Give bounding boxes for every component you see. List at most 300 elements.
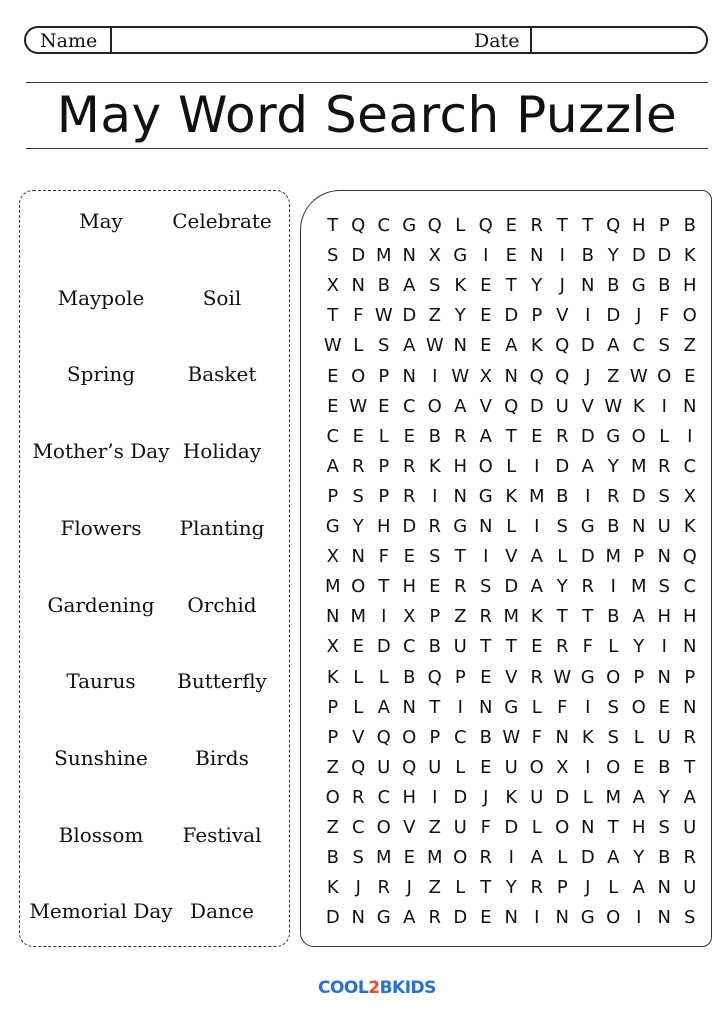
grid-letter[interactable]: L <box>633 726 644 748</box>
grid-letter[interactable]: I <box>585 696 591 718</box>
grid-letter[interactable]: J <box>355 877 361 899</box>
grid-letter[interactable]: F <box>659 305 670 327</box>
grid-letter[interactable]: L <box>582 786 593 808</box>
grid-letter[interactable]: S <box>480 576 492 598</box>
grid-letter[interactable]: Q <box>682 546 697 568</box>
grid-letter[interactable]: D <box>376 636 391 658</box>
grid-letter[interactable]: W <box>604 395 623 417</box>
grid-letter[interactable]: D <box>504 576 519 598</box>
grid-letter[interactable]: N <box>530 245 544 267</box>
grid-letter[interactable]: Z <box>428 877 441 899</box>
grid-letter[interactable]: V <box>581 395 594 417</box>
grid-letter[interactable]: Y <box>505 877 517 899</box>
grid-letter[interactable]: J <box>559 275 565 297</box>
grid-letter[interactable]: G <box>580 666 595 688</box>
grid-letter[interactable]: I <box>661 636 667 658</box>
grid-letter[interactable]: P <box>327 726 339 748</box>
grid-letter[interactable]: N <box>402 365 416 387</box>
grid-letter[interactable]: C <box>402 636 416 658</box>
grid-letter[interactable]: V <box>505 666 518 688</box>
grid-letter[interactable]: Y <box>658 786 670 808</box>
grid-letter[interactable]: U <box>683 877 697 899</box>
grid-letter[interactable]: M <box>630 455 647 477</box>
grid-letter[interactable]: C <box>377 215 391 236</box>
grid-letter[interactable]: Q <box>529 365 544 387</box>
grid-letter[interactable]: D <box>580 847 595 869</box>
grid-letter[interactable]: Q <box>427 666 442 688</box>
grid-letter[interactable]: U <box>377 756 391 778</box>
grid-letter[interactable]: E <box>531 636 543 658</box>
grid-letter[interactable]: X <box>326 275 339 297</box>
grid-letter[interactable]: B <box>683 215 696 236</box>
grid-letter[interactable]: D <box>504 305 519 327</box>
grid-letter[interactable]: C <box>402 395 416 417</box>
grid-letter[interactable]: S <box>658 576 670 598</box>
grid-letter[interactable]: D <box>351 245 366 267</box>
grid-letter[interactable]: U <box>530 786 544 808</box>
grid-letter[interactable]: P <box>454 666 466 688</box>
grid-letter[interactable]: T <box>480 636 492 658</box>
grid-letter[interactable]: N <box>453 485 467 507</box>
grid-letter[interactable]: E <box>505 245 517 267</box>
grid-letter[interactable]: Y <box>531 275 543 297</box>
grid-letter[interactable]: E <box>480 907 492 929</box>
grid-letter[interactable]: T <box>505 275 517 297</box>
grid-letter[interactable]: N <box>326 606 340 628</box>
grid-letter[interactable]: B <box>377 275 390 297</box>
grid-letter[interactable]: O <box>555 817 570 838</box>
grid-letter[interactable]: U <box>428 756 442 778</box>
grid-letter[interactable]: T <box>505 425 517 447</box>
grid-letter[interactable]: D <box>402 305 417 327</box>
grid-letter[interactable]: E <box>403 546 415 568</box>
grid-letter[interactable]: W <box>374 305 393 327</box>
grid-letter[interactable]: I <box>687 425 693 447</box>
grid-letter[interactable]: F <box>582 636 593 658</box>
grid-letter[interactable]: Q <box>376 726 391 748</box>
grid-letter[interactable]: J <box>483 786 489 808</box>
grid-letter[interactable]: R <box>377 877 390 899</box>
grid-letter[interactable]: E <box>378 395 390 417</box>
grid-letter[interactable]: A <box>581 455 594 477</box>
grid-letter[interactable]: M <box>324 576 341 598</box>
grid-letter[interactable]: D <box>555 786 570 808</box>
grid-letter[interactable]: X <box>556 756 569 778</box>
grid-letter[interactable]: A <box>326 455 339 477</box>
grid-letter[interactable]: I <box>585 305 591 327</box>
grid-letter[interactable]: H <box>631 817 646 838</box>
grid-letter[interactable]: S <box>352 847 364 869</box>
grid-letter[interactable]: S <box>556 516 568 537</box>
grid-letter[interactable]: N <box>581 275 595 297</box>
grid-letter[interactable]: T <box>378 576 390 598</box>
grid-letter[interactable]: A <box>454 395 467 417</box>
grid-letter[interactable]: A <box>403 275 416 297</box>
grid-letter[interactable]: D <box>580 335 595 357</box>
grid-letter[interactable]: R <box>479 847 492 869</box>
grid-letter[interactable]: Q <box>478 215 493 236</box>
grid-letter[interactable]: A <box>479 425 492 447</box>
grid-letter[interactable]: E <box>505 215 517 236</box>
grid-letter[interactable]: L <box>353 666 364 688</box>
grid-letter[interactable]: V <box>556 305 569 327</box>
grid-letter[interactable]: L <box>531 696 542 718</box>
grid-letter[interactable]: N <box>555 726 569 748</box>
grid-letter[interactable]: O <box>606 666 621 688</box>
grid-letter[interactable]: T <box>684 756 696 778</box>
grid-letter[interactable]: A <box>683 786 696 808</box>
grid-letter[interactable]: H <box>682 606 697 628</box>
grid-letter[interactable]: R <box>351 786 365 808</box>
grid-letter[interactable]: G <box>580 516 595 537</box>
grid-letter[interactable]: W <box>349 395 368 417</box>
grid-letter[interactable]: X <box>326 546 339 568</box>
grid-letter[interactable]: R <box>402 455 416 477</box>
grid-letter[interactable]: J <box>406 877 412 899</box>
grid-letter[interactable]: I <box>559 245 565 267</box>
grid-letter[interactable]: E <box>684 365 696 387</box>
grid-letter[interactable]: U <box>453 817 467 838</box>
grid-letter[interactable]: I <box>457 696 463 718</box>
grid-letter[interactable]: I <box>483 245 489 267</box>
grid-letter[interactable]: P <box>684 666 696 688</box>
grid-letter[interactable]: T <box>480 877 492 899</box>
grid-letter[interactable]: N <box>479 696 493 718</box>
grid-letter[interactable]: K <box>632 395 645 417</box>
grid-letter[interactable]: D <box>555 455 570 477</box>
grid-letter[interactable]: G <box>631 275 646 297</box>
grid-letter[interactable]: S <box>658 485 670 507</box>
grid-letter[interactable]: G <box>376 907 391 929</box>
grid-letter[interactable]: T <box>556 606 568 628</box>
grid-letter[interactable]: L <box>608 877 619 899</box>
grid-letter[interactable]: A <box>632 786 645 808</box>
grid-letter[interactable]: B <box>428 636 441 658</box>
grid-letter[interactable]: K <box>505 485 518 507</box>
grid-letter[interactable]: U <box>555 395 569 417</box>
grid-letter[interactable]: I <box>534 907 540 929</box>
grid-letter[interactable]: V <box>352 726 365 748</box>
grid-letter[interactable]: E <box>327 365 339 387</box>
grid-letter[interactable]: P <box>633 546 645 568</box>
grid-letter[interactable]: A <box>632 877 645 899</box>
grid-letter[interactable]: F <box>378 546 389 568</box>
grid-letter[interactable]: B <box>428 425 441 447</box>
grid-letter[interactable]: U <box>453 636 467 658</box>
grid-letter[interactable]: N <box>351 275 365 297</box>
grid-letter[interactable]: B <box>556 485 569 507</box>
grid-letter[interactable]: Z <box>454 606 467 628</box>
grid-letter[interactable]: R <box>351 455 365 477</box>
grid-letter[interactable]: E <box>658 696 670 718</box>
grid-letter[interactable]: N <box>683 395 697 417</box>
grid-letter[interactable]: P <box>658 215 670 236</box>
grid-letter[interactable]: A <box>403 907 416 929</box>
grid-letter[interactable]: W <box>502 726 521 748</box>
grid-letter[interactable]: S <box>429 546 441 568</box>
grid-letter[interactable]: B <box>658 275 671 297</box>
grid-letter[interactable]: O <box>682 305 697 327</box>
grid-letter[interactable]: A <box>530 546 543 568</box>
grid-letter[interactable]: T <box>556 215 568 236</box>
grid-letter[interactable]: Z <box>326 817 339 838</box>
grid-letter[interactable]: M <box>528 485 545 507</box>
grid-letter[interactable]: K <box>326 666 339 688</box>
grid-letter[interactable]: N <box>351 546 365 568</box>
grid-letter[interactable]: P <box>556 877 568 899</box>
grid-letter[interactable]: N <box>657 546 671 568</box>
grid-letter[interactable]: P <box>378 485 390 507</box>
grid-letter[interactable]: S <box>684 907 696 929</box>
grid-letter[interactable]: L <box>659 425 670 447</box>
grid-letter[interactable]: A <box>377 696 390 718</box>
grid-letter[interactable]: I <box>534 455 540 477</box>
grid-letter[interactable]: I <box>585 756 591 778</box>
grid-letter[interactable]: Z <box>607 365 620 387</box>
grid-letter[interactable]: I <box>661 395 667 417</box>
grid-letter[interactable]: X <box>683 485 696 507</box>
grid-letter[interactable]: O <box>427 395 442 417</box>
grid-letter[interactable]: D <box>631 245 646 267</box>
grid-letter[interactable]: M <box>426 847 443 869</box>
grid-letter[interactable]: O <box>606 907 621 929</box>
grid-letter[interactable]: L <box>557 847 568 869</box>
grid-letter[interactable]: M <box>605 786 622 808</box>
grid-letter[interactable]: D <box>580 425 595 447</box>
grid-letter[interactable]: R <box>581 576 594 598</box>
grid-letter[interactable]: Q <box>351 756 366 778</box>
grid-letter[interactable]: S <box>429 275 441 297</box>
grid-letter[interactable]: G <box>325 516 340 537</box>
grid-letter[interactable]: N <box>351 907 365 929</box>
grid-letter[interactable]: R <box>428 907 441 929</box>
grid-letter[interactable]: R <box>530 877 543 899</box>
grid-letter[interactable]: I <box>432 485 438 507</box>
grid-letter[interactable]: Q <box>606 215 621 236</box>
grid-letter[interactable]: B <box>581 245 594 267</box>
grid-letter[interactable]: K <box>505 786 518 808</box>
grid-letter[interactable]: B <box>658 847 671 869</box>
grid-letter[interactable]: I <box>534 516 540 537</box>
grid-letter[interactable]: C <box>683 576 697 598</box>
grid-letter[interactable]: D <box>631 485 646 507</box>
grid-letter[interactable]: K <box>530 335 543 357</box>
grid-letter[interactable]: L <box>455 756 466 778</box>
grid-letter[interactable]: G <box>580 907 595 929</box>
grid-letter[interactable]: N <box>657 666 671 688</box>
grid-letter[interactable]: D <box>580 546 595 568</box>
grid-letter[interactable]: U <box>657 516 671 537</box>
grid-letter[interactable]: H <box>657 606 672 628</box>
grid-letter[interactable]: O <box>376 817 391 838</box>
grid-letter[interactable]: J <box>585 365 591 387</box>
grid-letter[interactable]: E <box>480 275 492 297</box>
grid-letter[interactable]: R <box>530 666 543 688</box>
grid-letter[interactable]: R <box>657 455 671 477</box>
grid-letter[interactable]: S <box>607 696 619 718</box>
grid-letter[interactable]: Z <box>428 817 441 838</box>
grid-letter[interactable]: U <box>657 726 671 748</box>
grid-letter[interactable]: Q <box>402 756 417 778</box>
grid-letter[interactable]: K <box>581 726 594 748</box>
grid-letter[interactable]: A <box>505 335 518 357</box>
grid-letter[interactable]: N <box>402 245 416 267</box>
grid-letter[interactable]: T <box>454 546 466 568</box>
grid-letter[interactable]: E <box>531 425 543 447</box>
grid-letter[interactable]: N <box>402 696 416 718</box>
grid-letter[interactable]: Q <box>555 335 570 357</box>
grid-letter[interactable]: X <box>403 606 416 628</box>
grid-letter[interactable]: A <box>530 576 543 598</box>
grid-letter[interactable]: F <box>480 817 491 838</box>
grid-letter[interactable]: A <box>632 606 645 628</box>
grid-letter[interactable]: G <box>453 245 468 267</box>
grid-letter[interactable]: A <box>530 847 543 869</box>
grid-letter[interactable]: P <box>429 606 441 628</box>
grid-letter[interactable]: L <box>608 636 619 658</box>
grid-letter[interactable]: C <box>351 817 365 838</box>
grid-letter[interactable]: H <box>376 516 391 537</box>
grid-letter[interactable]: W <box>425 335 444 357</box>
grid-letter[interactable]: D <box>402 516 417 537</box>
grid-letter[interactable]: C <box>632 335 646 357</box>
grid-letter[interactable]: P <box>327 485 339 507</box>
grid-letter[interactable]: L <box>378 425 389 447</box>
grid-letter[interactable]: Z <box>683 335 696 357</box>
grid-letter[interactable]: Y <box>633 847 645 869</box>
grid-letter[interactable]: S <box>352 485 364 507</box>
grid-letter[interactable]: M <box>375 245 392 267</box>
grid-letter[interactable]: N <box>504 365 518 387</box>
grid-letter[interactable]: T <box>327 305 339 327</box>
grid-letter[interactable]: U <box>504 756 518 778</box>
grid-letter[interactable]: O <box>657 365 672 387</box>
grid-letter[interactable]: J <box>636 305 642 327</box>
grid-letter[interactable]: I <box>381 606 387 628</box>
grid-letter[interactable]: R <box>683 847 696 869</box>
grid-letter[interactable]: R <box>555 425 569 447</box>
grid-letter[interactable]: N <box>657 907 671 929</box>
grid-letter[interactable]: Q <box>351 215 366 236</box>
grid-letter[interactable]: M <box>605 546 622 568</box>
grid-letter[interactable]: I <box>636 907 642 929</box>
grid-letter[interactable]: M <box>503 606 520 628</box>
grid-letter[interactable]: L <box>353 696 364 718</box>
grid-letter[interactable]: R <box>606 485 620 507</box>
grid-letter[interactable]: E <box>403 847 415 869</box>
grid-letter[interactable]: D <box>657 245 672 267</box>
grid-letter[interactable]: E <box>403 425 415 447</box>
grid-letter[interactable]: B <box>326 847 339 869</box>
grid-letter[interactable]: E <box>480 305 492 327</box>
grid-letter[interactable]: Y <box>352 516 364 537</box>
grid-letter[interactable]: O <box>529 756 544 778</box>
grid-letter[interactable]: S <box>378 335 390 357</box>
grid-letter[interactable]: E <box>480 335 492 357</box>
grid-letter[interactable]: I <box>432 365 438 387</box>
grid-letter[interactable]: R <box>428 516 441 537</box>
grid-letter[interactable]: Q <box>427 215 442 236</box>
grid-letter[interactable]: R <box>402 485 416 507</box>
grid-letter[interactable]: D <box>606 305 621 327</box>
grid-letter[interactable]: Y <box>607 245 619 267</box>
grid-letter[interactable]: O <box>631 696 646 718</box>
grid-letter[interactable]: D <box>529 395 544 417</box>
grid-letter[interactable]: G <box>504 696 519 718</box>
grid-letter[interactable]: O <box>478 455 493 477</box>
grid-letter[interactable]: N <box>504 907 518 929</box>
grid-letter[interactable]: H <box>631 215 646 236</box>
grid-letter[interactable]: P <box>378 455 390 477</box>
grid-letter[interactable]: C <box>326 425 340 447</box>
grid-letter[interactable]: Y <box>633 636 645 658</box>
grid-letter[interactable]: U <box>683 817 697 838</box>
grid-letter[interactable]: I <box>585 485 591 507</box>
grid-letter[interactable]: N <box>683 636 697 658</box>
grid-letter[interactable]: W <box>323 335 342 357</box>
grid-letter[interactable]: L <box>557 546 568 568</box>
grid-letter[interactable]: A <box>403 335 416 357</box>
grid-letter[interactable]: K <box>530 606 543 628</box>
grid-letter[interactable]: I <box>432 786 438 808</box>
grid-letter[interactable]: T <box>429 696 441 718</box>
grid-letter[interactable]: R <box>479 606 492 628</box>
grid-letter[interactable]: C <box>683 455 697 477</box>
grid-letter[interactable]: O <box>351 576 366 598</box>
grid-letter[interactable]: G <box>606 425 621 447</box>
grid-letter[interactable]: O <box>325 786 340 808</box>
grid-letter[interactable]: S <box>607 726 619 748</box>
grid-letter[interactable]: M <box>375 847 392 869</box>
grid-letter[interactable]: M <box>350 606 367 628</box>
grid-letter[interactable]: V <box>403 817 416 838</box>
grid-letter[interactable]: X <box>326 636 339 658</box>
grid-letter[interactable]: L <box>353 335 364 357</box>
grid-letter[interactable]: H <box>453 455 468 477</box>
grid-letter[interactable]: M <box>630 576 647 598</box>
grid-letter[interactable]: A <box>607 335 620 357</box>
grid-letter[interactable]: B <box>658 756 671 778</box>
grid-letter[interactable]: R <box>555 636 569 658</box>
grid-letter[interactable]: O <box>351 365 366 387</box>
grid-letter[interactable]: T <box>607 817 619 838</box>
grid-letter[interactable]: L <box>506 455 517 477</box>
grid-letter[interactable]: D <box>453 907 468 929</box>
grid-letter[interactable]: Y <box>607 455 619 477</box>
grid-letter[interactable]: N <box>657 877 671 899</box>
grid-letter[interactable]: P <box>633 666 645 688</box>
grid-letter[interactable]: E <box>429 576 441 598</box>
grid-letter[interactable]: T <box>505 636 517 658</box>
grid-letter[interactable]: K <box>428 455 441 477</box>
grid-letter[interactable]: D <box>504 817 519 838</box>
grid-letter[interactable]: N <box>683 696 697 718</box>
grid-letter[interactable]: O <box>402 726 417 748</box>
grid-letter[interactable]: L <box>378 666 389 688</box>
grid-letter[interactable]: R <box>453 576 467 598</box>
grid-letter[interactable]: A <box>607 847 620 869</box>
grid-letter[interactable]: R <box>683 726 696 748</box>
grid-letter[interactable]: B <box>607 606 620 628</box>
grid-letter[interactable]: L <box>531 817 542 838</box>
grid-letter[interactable]: E <box>352 425 364 447</box>
grid-letter[interactable]: P <box>378 365 390 387</box>
grid-letter[interactable]: I <box>483 546 489 568</box>
grid-letter[interactable]: T <box>327 215 339 236</box>
grid-letter[interactable]: J <box>585 877 591 899</box>
grid-letter[interactable]: L <box>506 516 517 537</box>
grid-letter[interactable]: K <box>683 245 696 267</box>
